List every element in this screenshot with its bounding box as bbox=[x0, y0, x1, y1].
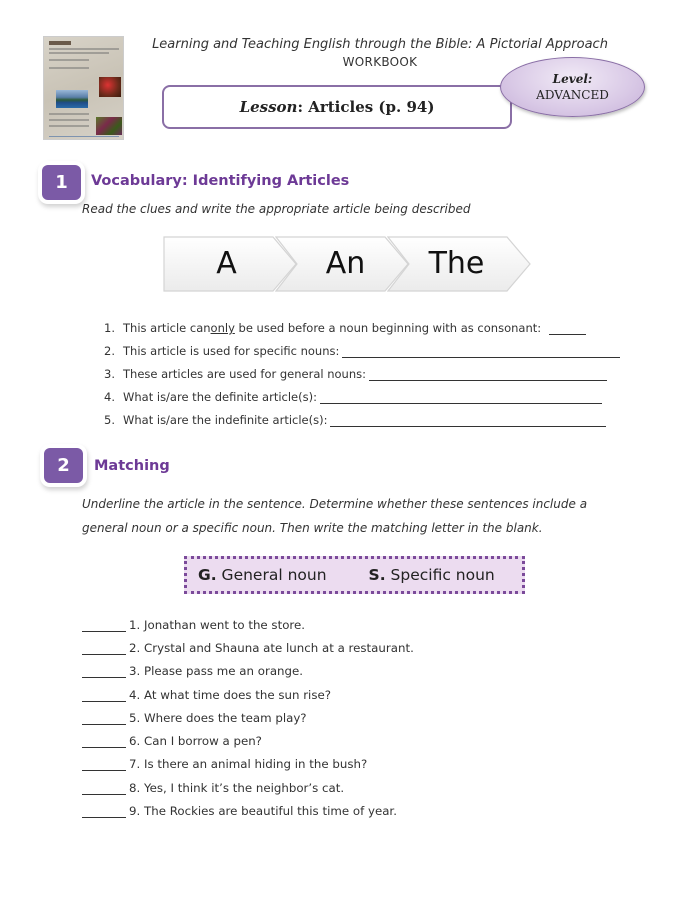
question-text: What is/are the indefinite article(s): bbox=[123, 413, 328, 427]
legend-specific-label: Specific noun bbox=[385, 566, 495, 584]
thumbnail-footer-line bbox=[49, 136, 119, 137]
question-text: This article is used for specific nouns: bbox=[123, 344, 340, 358]
book-cover-thumbnail bbox=[43, 36, 124, 140]
matching-item-5 bbox=[82, 706, 482, 729]
article-the-label: The bbox=[428, 246, 485, 281]
thumbnail-market-image bbox=[96, 117, 122, 135]
vocab-question-2 bbox=[104, 335, 624, 358]
vocab-question-1 bbox=[104, 312, 624, 335]
answer-blank[interactable] bbox=[82, 759, 126, 771]
lesson-label: Lesson bbox=[239, 98, 298, 116]
question-text: What is/are the definite article(s): bbox=[123, 390, 317, 404]
matching-item-6 bbox=[82, 729, 482, 752]
answer-blank[interactable] bbox=[82, 620, 126, 632]
level-value: ADVANCED bbox=[536, 88, 609, 102]
matching-item-8 bbox=[82, 776, 482, 799]
legend-general-key: G. bbox=[198, 566, 217, 584]
matching-item-1 bbox=[82, 613, 482, 636]
matching-item-4 bbox=[82, 683, 482, 706]
article-an-label: An bbox=[325, 246, 366, 281]
article-a-label: A bbox=[216, 246, 237, 281]
matching-item-9 bbox=[82, 799, 482, 822]
chevron-the bbox=[387, 236, 532, 291]
thumbnail-title-bar bbox=[49, 41, 71, 45]
vocabulary-questions-list bbox=[104, 312, 624, 427]
section-1-title: Vocabulary: Identifying Articles bbox=[91, 173, 350, 189]
vocab-question-3 bbox=[104, 358, 624, 381]
answer-blank-3[interactable] bbox=[369, 369, 607, 381]
answer-blank[interactable] bbox=[82, 736, 126, 748]
question-number: 3. bbox=[104, 367, 115, 381]
legend-specific bbox=[369, 566, 495, 584]
thumbnail-portrait-image bbox=[99, 77, 121, 97]
sentence-text: 2. Crystal and Shauna ate lunch at a restaurant. bbox=[129, 640, 414, 655]
section-1-number-badge: 1 bbox=[42, 165, 81, 200]
sentence-text: 1. Jonathan went to the store. bbox=[129, 617, 306, 632]
articles-chevron-graphic bbox=[163, 236, 533, 292]
section-2-instructions-line-1: Underline the article in the sentence. Determine whether these sentences include a bbox=[82, 497, 588, 511]
sentence-text: 7. Is there an animal hiding in the bush? bbox=[129, 757, 368, 772]
question-text: These articles are used for general nouns: bbox=[123, 367, 366, 381]
answer-blank[interactable] bbox=[82, 783, 126, 795]
section-2-instructions-line-2: general noun or a specific noun. Then write the matching letter in the blank. bbox=[82, 521, 543, 535]
legend-general bbox=[198, 566, 327, 584]
thumbnail-text-line bbox=[49, 67, 89, 69]
matching-item-7 bbox=[82, 753, 482, 776]
level-badge bbox=[500, 57, 645, 117]
question-text: be used before a noun beginning with as consonant: bbox=[234, 321, 542, 335]
lesson-title: : Articles (p. 94) bbox=[297, 98, 435, 116]
question-number: 2. bbox=[104, 344, 115, 358]
thumbnail-text-line bbox=[49, 119, 89, 121]
thumbnail-landscape-image bbox=[56, 90, 88, 108]
section-1-instructions: Read the clues and write the appropriate article being described bbox=[82, 202, 471, 216]
sentence-text: 3. Please pass me an orange. bbox=[129, 664, 304, 679]
matching-sentences-list bbox=[82, 613, 482, 823]
workbook-subtitle: WORKBOOK bbox=[342, 55, 418, 69]
sentence-text: 6. Can I borrow a pen? bbox=[129, 734, 262, 749]
matching-item-2 bbox=[82, 636, 482, 659]
section-2-number-badge: 2 bbox=[44, 448, 83, 483]
answer-blank-5[interactable] bbox=[330, 415, 606, 427]
answer-blank-4[interactable] bbox=[320, 392, 602, 404]
answer-blank[interactable] bbox=[82, 713, 126, 725]
answer-blank-1[interactable] bbox=[549, 323, 586, 335]
book-title: Learning and Teaching English through the Bible: A Pictorial Approach bbox=[152, 37, 608, 52]
sentence-text: 9. The Rockies are beautiful this time of year. bbox=[129, 804, 397, 819]
vocab-question-4 bbox=[104, 381, 624, 404]
answer-blank[interactable] bbox=[82, 643, 126, 655]
answer-blank[interactable] bbox=[82, 690, 126, 702]
thumbnail-text-line bbox=[49, 125, 89, 127]
noun-type-legend bbox=[184, 556, 525, 594]
legend-general-label: General noun bbox=[216, 566, 327, 584]
section-2-title: Matching bbox=[94, 458, 170, 474]
vocab-question-5 bbox=[104, 404, 624, 427]
sentence-text: 5. Where does the team play? bbox=[129, 710, 307, 725]
answer-blank-2[interactable] bbox=[342, 346, 620, 358]
matching-item-3 bbox=[82, 660, 482, 683]
question-number: 1. bbox=[104, 321, 115, 335]
question-number: 5. bbox=[104, 413, 115, 427]
answer-blank[interactable] bbox=[82, 666, 126, 678]
answer-blank[interactable] bbox=[82, 806, 126, 818]
thumbnail-text-line bbox=[49, 48, 119, 50]
thumbnail-text-line bbox=[49, 52, 109, 54]
emphasis-only: only bbox=[210, 321, 235, 335]
sentence-text: 8. Yes, I think it’s the neighbor’s cat. bbox=[129, 780, 345, 795]
question-text: This article can bbox=[123, 321, 211, 335]
sentence-text: 4. At what time does the sun rise? bbox=[129, 687, 331, 702]
lesson-title-box bbox=[162, 85, 512, 129]
thumbnail-text-line bbox=[49, 59, 89, 61]
thumbnail-text-line bbox=[49, 113, 89, 115]
legend-specific-key: S. bbox=[368, 566, 386, 584]
level-label: Level: bbox=[552, 72, 593, 86]
question-number: 4. bbox=[104, 390, 115, 404]
